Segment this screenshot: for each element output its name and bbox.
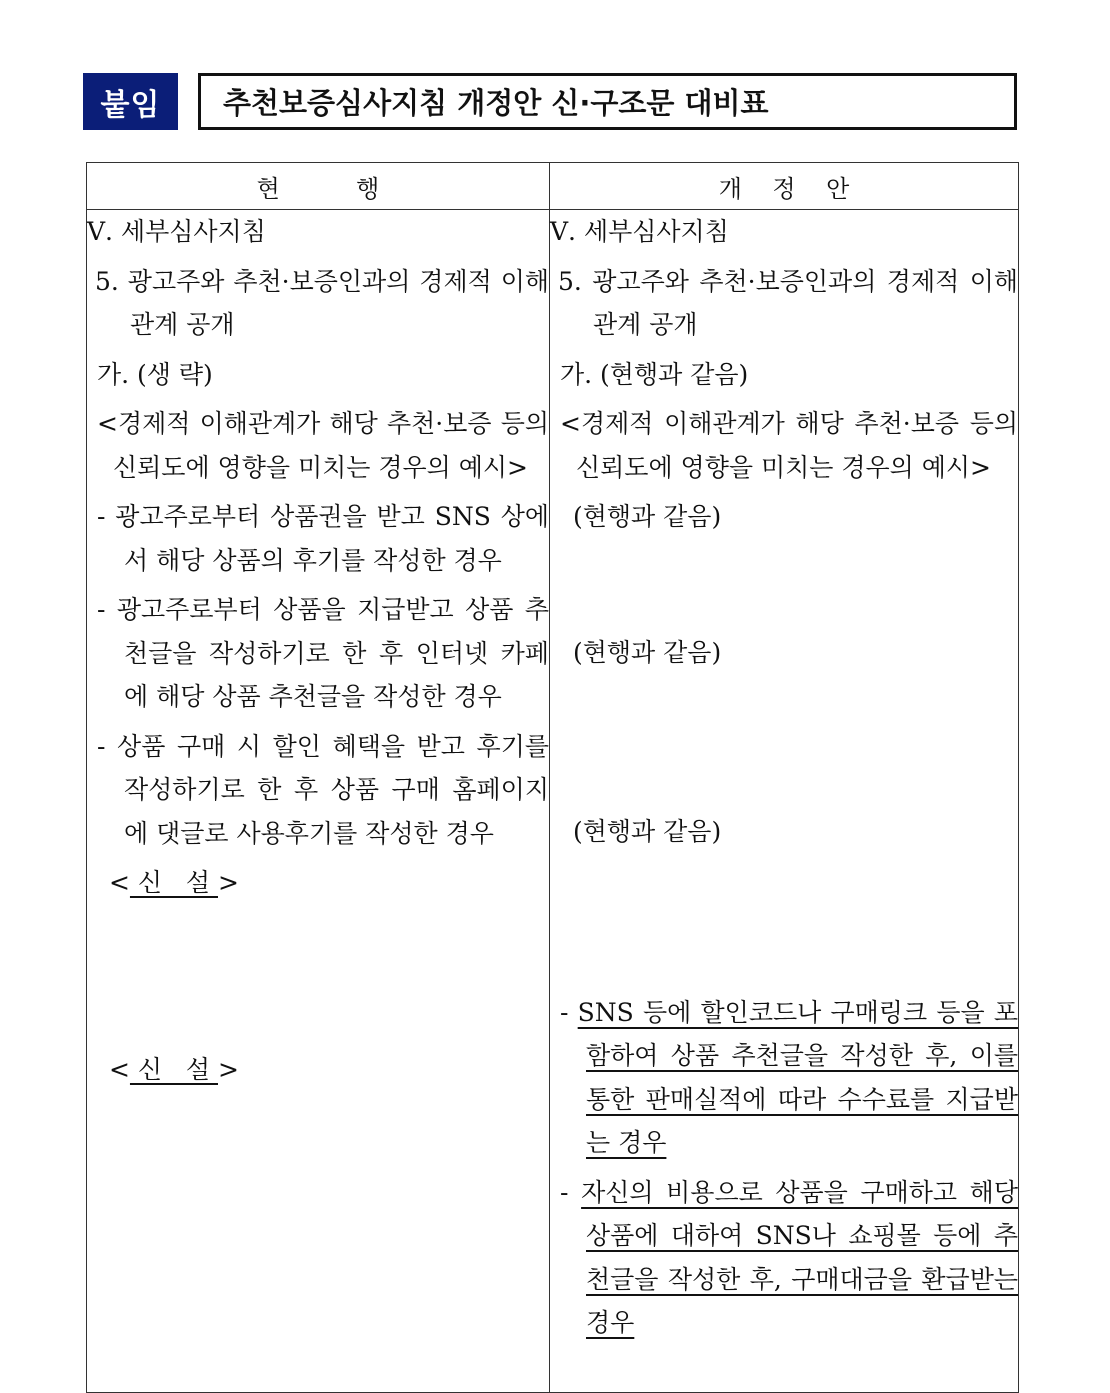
revised-same-2: (현행과 같음) <box>573 637 722 667</box>
comparison-table <box>86 162 1019 1393</box>
revised-new-example-2: - 자신의 비용으로 상품을 구매하고 해당 상품에 대하여 SNS나 쇼핑몰 등에 추천글을 작성한 후, 구매대금을 환급받는 경우 <box>560 1177 1018 1337</box>
document-title <box>198 73 1017 130</box>
current-column <box>87 210 550 1393</box>
revised-section-heading: Ⅴ. 세부심사지침 <box>550 217 729 246</box>
table-row <box>87 210 1019 1393</box>
document-title-text: 추천보증심사지침 개정안 신·구조문 대비표 <box>223 86 769 120</box>
current-example-3: - 상품 구매 시 할인 혜택을 받고 후기를 작성하기로 한 후 상품 구매 홈페이지에 댓글로 사용후기를 작성한 경우 <box>97 731 549 848</box>
revised-item-ga: 가. (현행과 같음) <box>560 359 749 389</box>
revised-item-5: 5. 광고주와 추천·보증인과의 경제적 이해관계 공개 <box>558 266 1018 339</box>
current-item-5: 5. 광고주와 추천·보증인과의 경제적 이해관계 공개 <box>95 266 549 339</box>
header-current: 현 행 <box>87 163 550 210</box>
current-example-heading: <경제적 이해관계가 해당 추천·보증 등의 신뢰도에 영향을 미치는 경우의 예시> <box>97 409 549 482</box>
current-item-ga: 가. (생 략) <box>97 359 213 389</box>
current-section-heading: Ⅴ. 세부심사지침 <box>87 217 266 246</box>
current-example-1: - 광고주로부터 상품권을 받고 SNS 상에서 해당 상품의 후기를 작성한 경우 <box>97 502 549 575</box>
current-example-2: - 광고주로부터 상품을 지급받고 상품 추천글을 작성하기로 한 후 인터넷 카페에 해당 상품 추천글을 작성한 경우 <box>97 595 549 711</box>
table-header-row <box>87 163 1019 210</box>
current-new-marker-1: < 신 설 > <box>109 868 239 897</box>
revised-column <box>550 210 1019 1393</box>
revised-same-3: (현행과 같음) <box>573 817 722 846</box>
revised-new-example-1: - SNS 등에 할인코드나 구매링크 등을 포함하여 상품 추천글을 작성한 후, 이를 통한 판매실적에 따라 수수료를 지급받는 경우 <box>560 997 1018 1157</box>
revised-example-heading: <경제적 이해관계가 해당 추천·보증 등의 신뢰도에 영향을 미치는 경우의 예시> <box>560 409 1018 482</box>
current-new-marker-2: < 신 설 > <box>109 1054 239 1084</box>
attachment-badge: 붙임 <box>83 73 178 130</box>
revised-same-1: (현행과 같음) <box>573 502 722 531</box>
header-revised: 개 정 안 <box>550 163 1019 210</box>
